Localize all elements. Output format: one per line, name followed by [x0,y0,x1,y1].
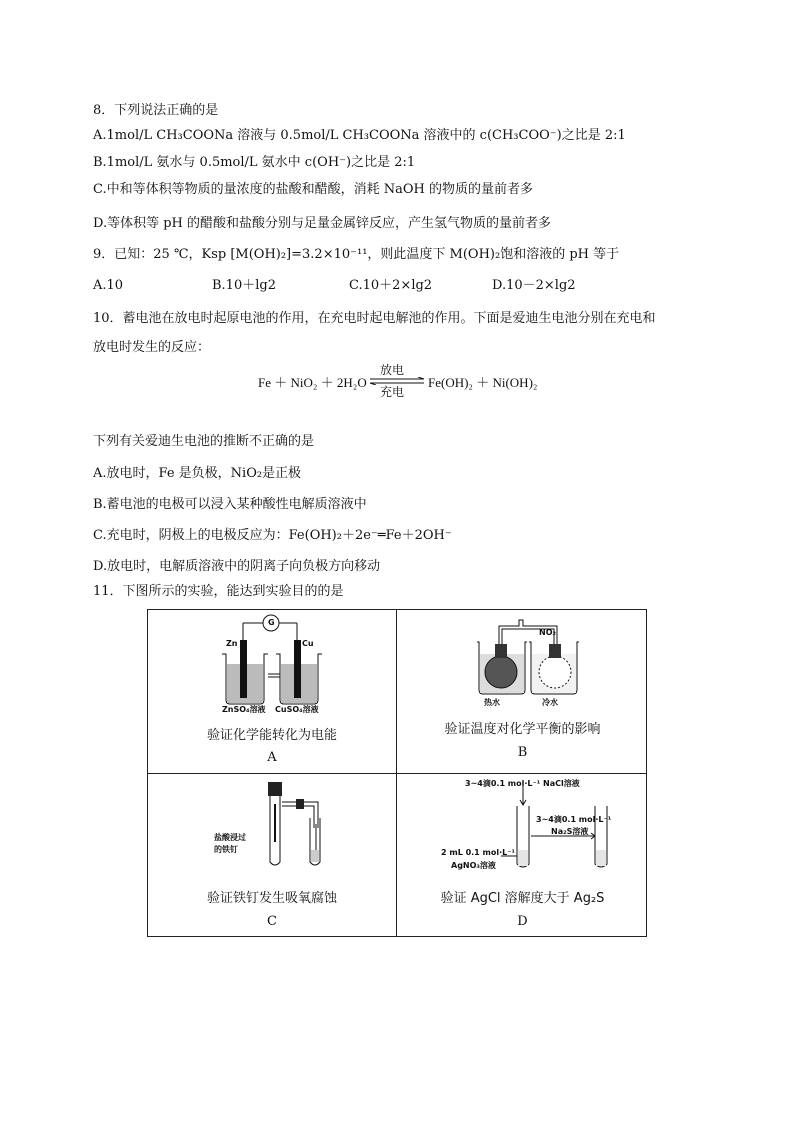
zn-electrode-label: Zn [226,639,238,648]
q8-option-c: C.中和等体积等物质的量浓度的盐酸和醋酸，消耗 NaOH 的物质的量前者多 [93,182,534,197]
nail-label-line2: 的铁钉 [214,845,238,854]
agno3-volume-label: 2 mL 0.1 mol·L⁻¹ [441,848,515,857]
q9-stem: 9．已知：25 ℃，Ksp [M(OH)₂]=3.2×10⁻¹¹，则此温度下 M(OH)₂饱和溶液的 pH 等于 [93,247,620,262]
q10-prompt: 下列有关爱迪生电池的推断不正确的是 [93,434,315,449]
q8-option-d: D.等体积等 pH 的醋酸和盐酸分别与足量金属锌反应，产生氢气物质的量前者多 [93,216,552,231]
reaction-equation [258,362,558,398]
cu-electrode-label: Cu [302,639,314,648]
q9-option-d: D.10－2×lg2 [492,278,576,293]
q10-option-b: B.蓄电池的电极可以浸入某种酸性电解质溶液中 [93,497,367,512]
q9-option-c: C.10＋2×lg2 [349,278,433,293]
q9-option-a: A.10 [93,278,124,293]
na2s-dropper-label-line2: Na₂S溶液 [551,827,589,836]
iron-nail-corrosion-diagram [258,778,338,870]
q8-stem: 8．下列说法正确的是 [93,103,219,118]
galvanic-cell-diagram [218,614,338,714]
q10-option-d: D.放电时，电解质溶液中的阴离子向负极方向移动 [93,559,381,574]
experiment-cell-a [148,610,396,773]
q8-option-a: A.1mol/L CH₃COONa 溶液与 0.5mol/L CH₃COONa 溶液中的 c(CH₃COO⁻)之比是 2:1 [93,128,626,143]
no2-equilibrium-diagram [473,614,583,696]
znso4-solution-label: ZnSO₄溶液 [222,705,266,714]
q10-stem-line2: 放电时发生的反应： [93,340,211,355]
experiment-cell-c [148,774,396,936]
experiment-b-letter: B [517,745,528,760]
experiment-b-caption: 验证温度对化学平衡的影响 [444,722,601,737]
experiment-table [147,609,647,937]
nail-label-line1: 盐酸浸过 [214,833,246,842]
hot-water-label: 热水 [484,698,500,707]
equation-right-side: Fe(OH)₂ ＋ Ni(OH)₂ [428,375,538,390]
galvanometer-label: G [268,618,275,627]
equation-condition-discharge: 放电 [380,363,405,377]
q11-stem: 11．下图所示的实验，能达到实验目的的是 [93,584,344,599]
experiment-c-caption: 验证铁钉发生吸氧腐蚀 [206,891,337,906]
equation-condition-charge: 充电 [380,385,405,399]
q10-option-a: A.放电时，Fe 是负极，NiO₂是正极 [93,466,302,481]
experiment-d-caption: 验证 AgCl 溶解度大于 Ag₂S [440,891,605,906]
q9-option-b: B.10＋lg2 [212,278,276,293]
experiment-a-caption: 验证化学能转化为电能 [206,728,337,743]
experiment-d-letter: D [517,914,528,929]
nacl-dropper-label: 3~4滴0.1 mol·L⁻¹ NaCl溶液 [465,779,580,788]
experiment-c-letter: C [267,914,277,929]
q10-option-c: C.充电时，阴极上的电极反应为：Fe(OH)₂＋2e⁻═Fe＋2OH⁻ [93,528,452,543]
equation-left-side: Fe ＋ NiO₂ ＋ 2H₂O [258,375,367,390]
cuso4-solution-label: CuSO₄溶液 [275,705,319,714]
q10-stem-line1: 10．蓄电池在放电时起原电池的作用，在充电时起电解池的作用。下面是爱迪生电池分别在充电和 [93,311,656,326]
experiment-cell-d [397,774,648,936]
cold-water-label: 冷水 [542,698,558,707]
experiment-a-letter: A [267,750,277,765]
experiment-cell-b [397,610,648,773]
agno3-solution-label: AgNO₃溶液 [451,861,496,870]
no2-label: NO₂ [539,628,556,637]
na2s-dropper-label-line1: 3~4滴0.1 mol·L⁻¹ [536,815,612,824]
q8-option-b: B.1mol/L 氨水与 0.5mol/L 氨水中 c(OH⁻)之比是 2:1 [93,155,416,170]
